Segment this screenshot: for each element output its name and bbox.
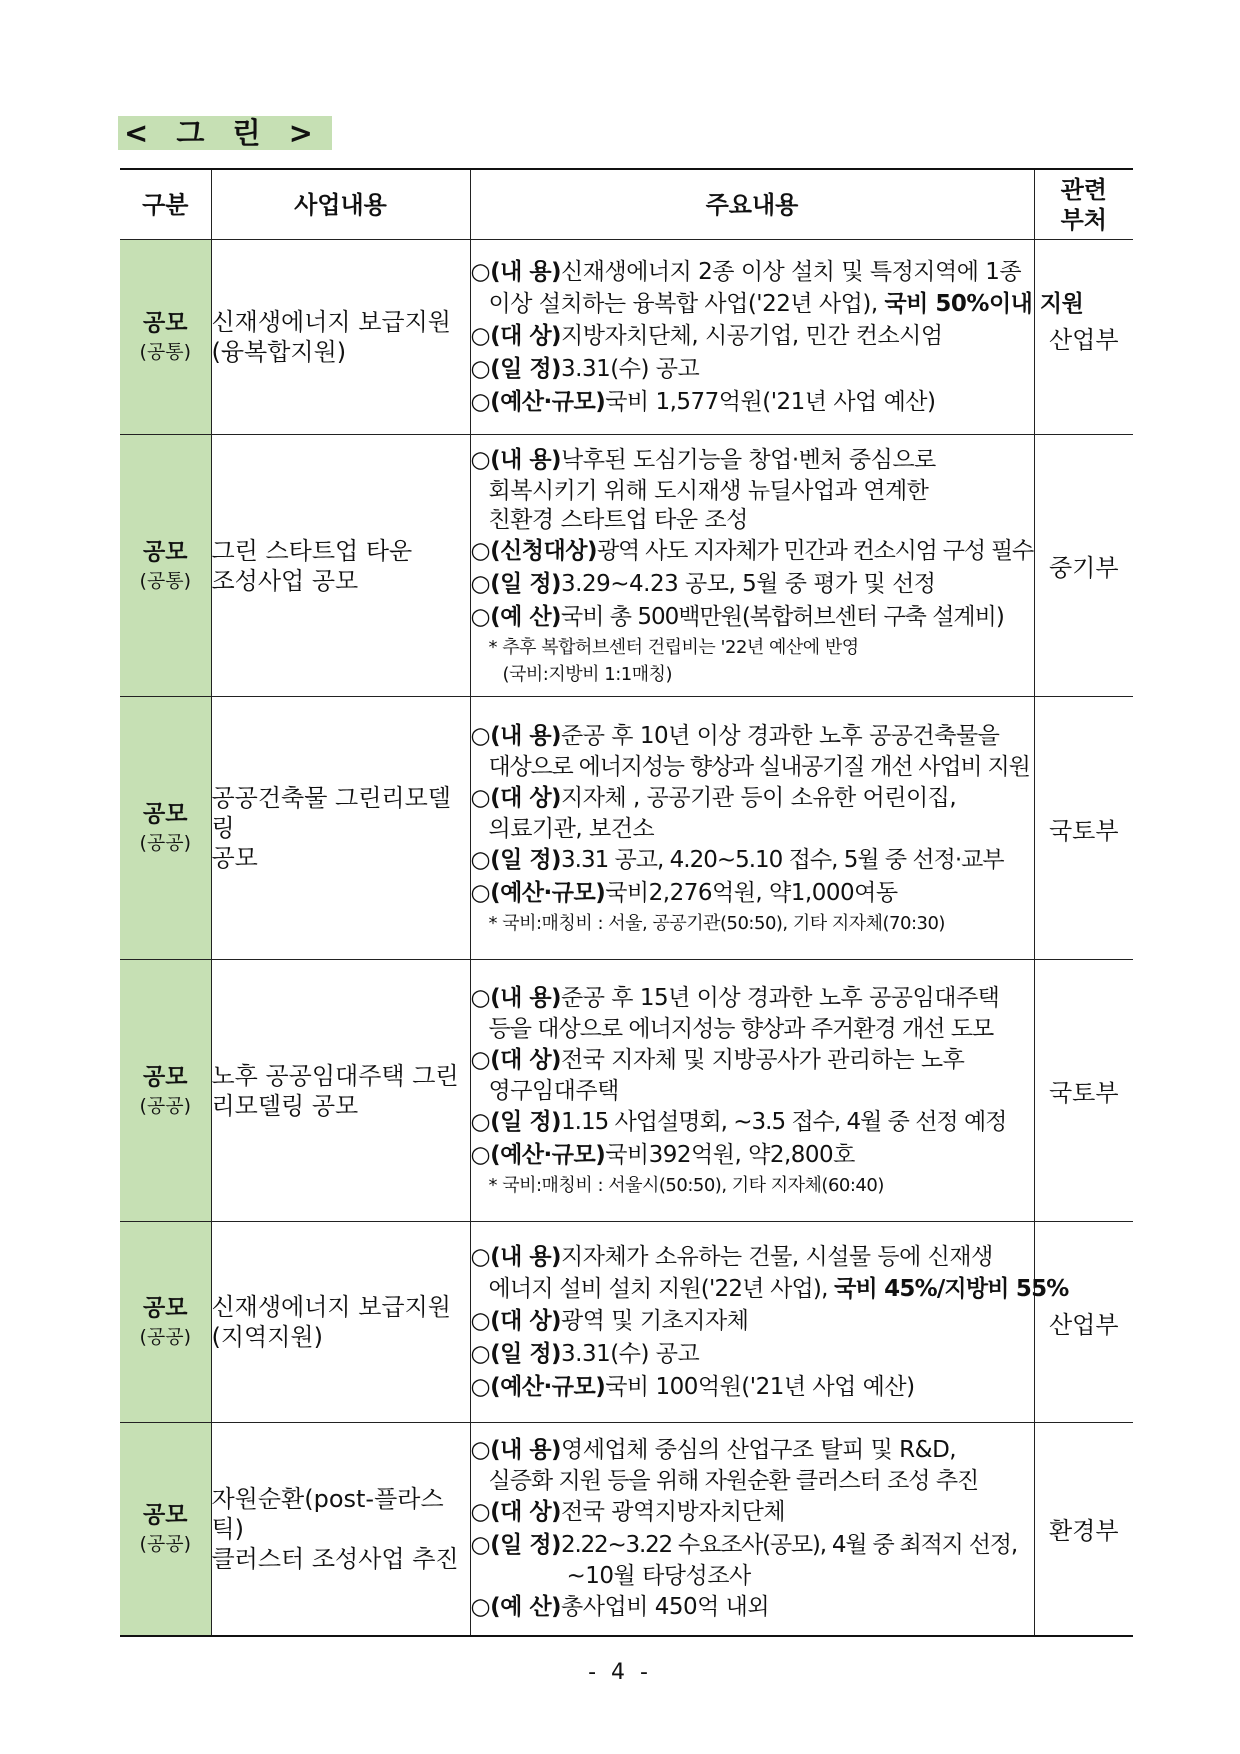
department-cell: 국토부 bbox=[1034, 697, 1133, 960]
business-cell: 신재생에너지 보급지원 (지역지원) bbox=[211, 1222, 470, 1423]
category-cell: 공모 (공통) bbox=[120, 240, 211, 435]
detail-cell: ○ (내 용) 영세업체 중심의 산업구조 탈피 및 R&D, 실증화 지원 등을 위해 자원순환 클러스터 조성 추진 ○ (대 상) 전국 광역지방자치단체 ○ (일 정) 2.22~3.22 수요조사(공모), 4월 중 최적지 선정, ~10월 타당성조사 ○ (예 산) 총사업비 450억 내외 bbox=[470, 1423, 1034, 1636]
header-business: 사업내용 bbox=[211, 169, 470, 240]
business-cell: 자원순환(post-플라스틱) 클러스터 조성사업 추진 bbox=[211, 1423, 470, 1636]
department-cell: 국토부 bbox=[1034, 960, 1133, 1222]
category-cell: 공모 (공공) bbox=[120, 1423, 211, 1636]
table-row bbox=[120, 435, 1133, 697]
department-cell: 산업부 bbox=[1034, 240, 1133, 435]
detail-cell: ○ (내 용) 낙후된 도심기능을 창업·벤처 중심으로 회복시키기 위해 도시재생 뉴딜사업과 연계한 친환경 스타트업 타운 조성 ○ (신청대상) 광역 사도 지자체가 민간과 컨소시엄 구성 필수 ○ (일 정) 3.29~4.23 공모, 5월 중 평가 및 선정 ○ (예 산) 국비 총 500백만원(복합허브센터 구축 설계비) * 추후 복합허브센터 건립비는 '22년 예산에 반영 (국비:지방비 1:1매칭) bbox=[470, 435, 1034, 697]
header-department: 관련 부처 bbox=[1034, 169, 1133, 240]
business-cell: 노후 공공임대주택 그린 리모델링 공모 bbox=[211, 960, 470, 1222]
detail-cell: ○ (내 용) 지자체가 소유하는 건물, 시설물 등에 신재생 에너지 설비 설치 지원('22년 사업), 국비 45%/지방비 55% ○ (대 상) 광역 및 기초지자체 ○ (일 정) 3.31(수) 공고 ○ (예산·규모) 국비 100억원('21년 사업 예산) bbox=[470, 1222, 1034, 1423]
department-cell: 환경부 bbox=[1034, 1423, 1133, 1636]
category-cell: 공모 (공공) bbox=[120, 1222, 211, 1423]
business-cell: 공공건축물 그린리모델링 공모 bbox=[211, 697, 470, 960]
detail-cell: ○ (내 용) 준공 후 15년 이상 경과한 노후 공공임대주택 등을 대상으로 에너지성능 향상과 주거환경 개선 도모 ○ (대 상) 전국 지자체 및 지방공사가 관리하는 노후 영구임대주택 ○ (일 정) 1.15 사업설명회, ~3.5 접수, 4월 중 선정 예정 ○ (예산·규모) 국비392억원, 약2,800호 * 국비:매칭비 : 서울시(50:50), 기타 지자체(60:40) bbox=[470, 960, 1034, 1222]
table-row bbox=[120, 960, 1133, 1222]
header-main-content: 주요내용 bbox=[470, 169, 1034, 240]
detail-cell: ○ (내 용) 준공 후 10년 이상 경과한 노후 공공건축물을 대상으로 에너지성능 향상과 실내공기질 개선 사업비 지원 ○ (대 상) 지자체 , 공공기관 등이 소유한 어린이집, 의료기관, 보건소 ○ (일 정) 3.31 공고, 4.20~5.10 접수, 5월 중 선정·교부 ○ (예산·규모) 국비2,276억원, 약1,000여동 * 국비:매칭비 : 서울, 공공기관(50:50), 기타 지자체(70:30) bbox=[470, 697, 1034, 960]
category-cell: 공모 (공공) bbox=[120, 697, 211, 960]
page-number: - 4 - bbox=[588, 1660, 652, 1685]
section-title: < 그 린 > bbox=[118, 116, 332, 150]
department-cell: 중기부 bbox=[1034, 435, 1133, 697]
table-row bbox=[120, 1222, 1133, 1423]
category-cell: 공모 (공통) bbox=[120, 435, 211, 697]
business-cell: 신재생에너지 보급지원 (융복합지원) bbox=[211, 240, 470, 435]
green-projects-table bbox=[120, 168, 1133, 1637]
table-row bbox=[120, 697, 1133, 960]
table-row bbox=[120, 240, 1133, 435]
business-cell: 그린 스타트업 타운 조성사업 공모 bbox=[211, 435, 470, 697]
table-row bbox=[120, 1423, 1133, 1636]
table-header-row bbox=[120, 169, 1133, 240]
header-category: 구분 bbox=[120, 169, 211, 240]
category-cell: 공모 (공공) bbox=[120, 960, 211, 1222]
detail-cell: ○ (내 용) 신재생에너지 2종 이상 설치 및 특정지역에 1종 이상 설치하는 융복합 사업('22년 사업), 국비 50%이내 지원 ○ (대 상) 지방자치단체, 시공기업, 민간 컨소시엄 ○ (일 정) 3.31(수) 공고 ○ (예산·규모) 국비 1,577억원('21년 사업 예산) bbox=[470, 240, 1034, 435]
department-cell: 산업부 bbox=[1034, 1222, 1133, 1423]
